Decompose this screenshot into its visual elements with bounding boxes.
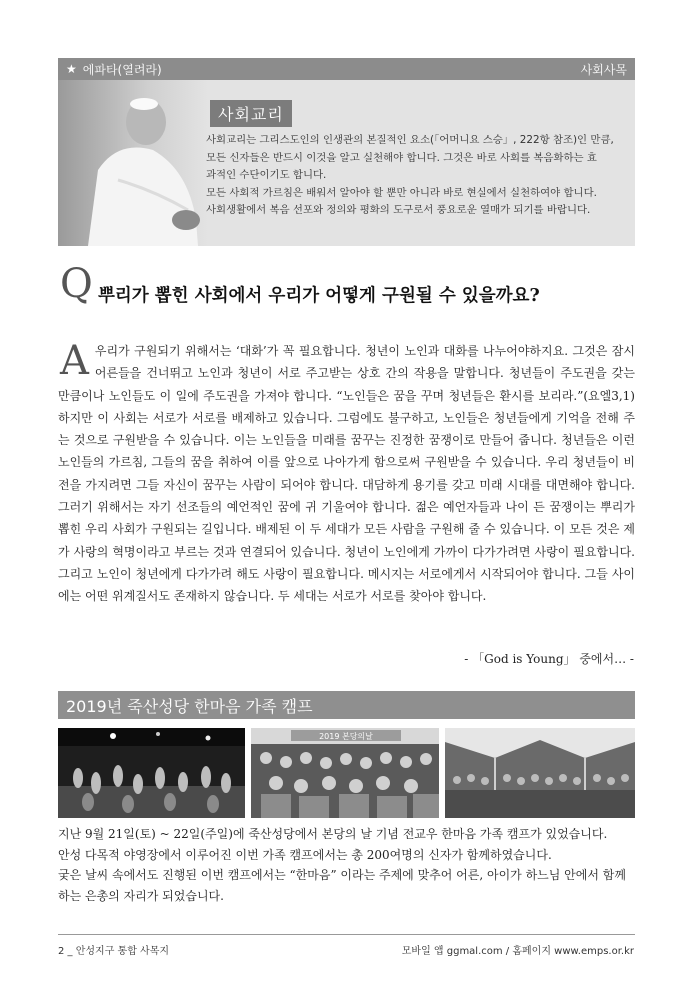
doctrine-line: 모든 신자들은 반드시 이것을 알고 실천해야 합니다. 그것은 바로 사회를 복음화하는 효: [206, 151, 597, 164]
camp-photo-crowd-under-tent: [251, 728, 439, 818]
camp-section-title: 2019년 죽산성당 한마음 가족 캠프: [58, 691, 635, 719]
footer-links: [402, 942, 634, 957]
doctrine-line: 과적인 수단이기도 합니다.: [206, 169, 327, 182]
series-name: 에파타(열려라): [82, 62, 162, 77]
camp-paragraph: 지난 9월 21일(토) ~ 22일(주일)에 죽산성당에서 본당의 날 기념 전교우 한마음 가족 캠프가 있었습니다.: [58, 827, 608, 841]
doctrine-title: 사회교리: [210, 100, 292, 127]
doctrine-text: [206, 132, 628, 220]
quote-source: - 「God is Young」 중에서… -: [464, 652, 634, 666]
doctrine-box: [58, 80, 635, 246]
category-label: 사회사목: [580, 62, 627, 77]
camp-photo-night-gathering: [58, 728, 245, 818]
doctrine-line: 사회교리는 그리스도인의 인생관의 본질적인 요소(「어머니요 스승」, 222항 참조)인 만큼,: [206, 134, 614, 146]
footer-page-info: 2 _ 안성지구 통합 사목지: [58, 946, 170, 957]
section-header-bar: [58, 58, 635, 80]
camp-paragraph: 궂은 날씨 속에서도 진행된 이번 캠프에서는 “한마음” 이라는 주제에 맞추어 어른, 아이가 하느님 안에서 함께하는 은총의 자리가 되었습니다.: [58, 868, 626, 903]
series-label: [66, 61, 162, 78]
footer-homepage-url[interactable]: www.emps.or.kr: [554, 946, 634, 957]
answer-paragraph: [58, 340, 635, 608]
camp-photo-banner: 2019 본당의날: [319, 732, 373, 741]
star-icon: ★: [66, 62, 77, 76]
answer-text: 우리가 구원되기 위해서는 ‘대화’가 꼭 필요합니다. 청년이 노인과 대화를 나누어야하지요. 그것은 잠시 어른들을 건너뛰고 노인과 청년이 서로 주고받는 상호 간의 작용을 말합니다. 청년들이 주도권을 갖는 만큼이나 노인들도 이 일에 주도권을 가져야 합니다. “노인들은 꿈을 꾸며 청년들은 환시를 보리라.”(요엘3,1) 하지만 이 사회는 서로가 서로를 배제하고 있습니다. 그럼에도 불구하고, 노인들은 청년들에게 기억을 전해 주는 것으로 구원받을 수 있습니다. 이는 노인들을 미래를 꿈꾸는 진정한 꿈쟁이로 만들어 줍니다. 청년들은 이런 노인들의 가르침, 그들의 꿈을 취하여 이를 앞으로 나아가게 함으로써 구원받을 수 있습니다. 우리 청년들이 비전을 가지려면 그들 자신이 꿈꾸는 사람이 되어야 합니다. 대담하게 용기를 갖고 미래 시대를 대면해야 합니다. 그러기 위해서는 자기 선조들의 예언적인 꿈에 귀 기울여야 합니다. 젊은 예언자들과 나이 든 꿈쟁이는 뿌리가 뽑힌 우리 사회가 구원되는 길입니다. 배제된 이 두 세대가 모든 사람을 구원해 줄 수 있습니다. 이 모든 것은 제가 사랑의 혁명이라고 부르는 것과 연결되어 있습니다. 청년이 노인에게 가까이 다가가려면 사랑이 필요합니다. 그리고 노인이 청년에게 다가가려 해도 사랑이 필요합니다. 메시지는 서로에게서 시작되어야 합니다. 그들 사이에는 어떤 위계질서도 존재하지 않습니다. 두 세대는 서로가 서로를 찾아야 합니다.: [58, 344, 635, 604]
footer-divider: [58, 934, 635, 935]
footer-app-label: 모바일 앱 ggmal.com / 홈페이지: [401, 946, 555, 957]
question-initial: Q: [60, 261, 93, 307]
question-heading: 뿌리가 뽑힌 사회에서 우리가 어떻게 구원될 수 있을까요?: [98, 286, 540, 306]
pope-photo: [58, 80, 208, 246]
doctrine-line: 모든 사회적 가르침은 배워서 알아야 할 뿐만 아니라 바로 현실에서 실천하여야 합니다.: [206, 186, 597, 199]
answer-initial: A: [60, 338, 89, 384]
doctrine-line: 사회생활에서 복음 선포와 정의와 평화의 도구로서 풍요로운 열매가 되기를 바랍니다.: [206, 204, 591, 217]
camp-photo-tent-event: [445, 728, 635, 818]
camp-description: [58, 824, 635, 906]
camp-paragraph: 안성 다목적 야영장에서 이루어진 이번 가족 캠프에서는 총 200여명의 신자가 함께하였습니다.: [58, 847, 552, 862]
